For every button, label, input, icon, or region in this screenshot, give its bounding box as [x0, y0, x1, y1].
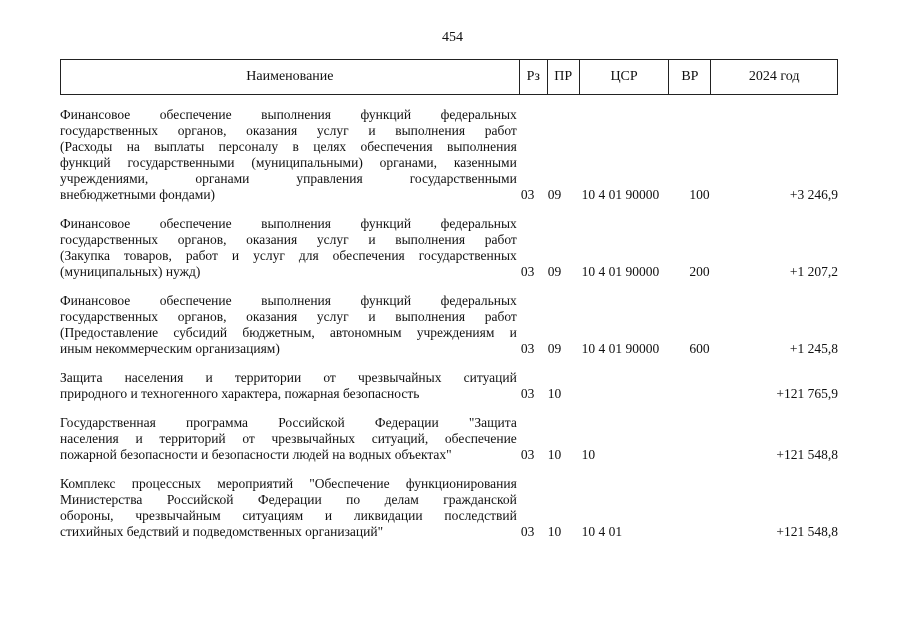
table-row [60, 415, 838, 463]
row-name-line: учреждениями, органами управления государственными [60, 171, 517, 186]
row-name-line: Финансовое обеспечение выполнения функций федеральных [60, 293, 517, 308]
table-row [60, 293, 838, 357]
row-name-line: внебюджетными фондами) [60, 187, 216, 202]
row-name-line: Финансовое обеспечение выполнения функций федеральных [60, 216, 517, 231]
table-row [60, 107, 838, 203]
row-name [60, 293, 517, 357]
row-name-line: пожарной безопасности и безопасности людей на водных объектах" [60, 447, 452, 462]
row-csr: 10 4 01 [581, 524, 623, 539]
row-amount: +3 246,9 [789, 187, 838, 202]
row-name-line: Министерства Российской Федерации по делам гражданской [60, 492, 517, 507]
row-name-line: иным некоммерческим организациям) [60, 341, 280, 356]
table-body [60, 107, 838, 553]
row-name [60, 107, 517, 203]
row-name [60, 476, 517, 540]
header-csr: ЦСР [580, 60, 670, 94]
row-amount: +1 207,2 [789, 264, 838, 279]
row-rz: 03 [520, 386, 535, 401]
row-pr: 10 [547, 447, 562, 462]
row-name [60, 216, 517, 280]
row-name-line: государственных органов, оказания услуг и выполнения работ [60, 309, 517, 324]
row-pr: 09 [547, 264, 562, 279]
row-csr: 10 [581, 447, 596, 462]
row-pr: 10 [547, 386, 562, 401]
header-vr: ВР [669, 60, 711, 94]
header-pr: ПР [548, 60, 580, 94]
row-name [60, 370, 517, 402]
row-vr: 200 [689, 264, 710, 279]
row-pr: 10 [547, 524, 562, 539]
row-name-line: (муниципальных) нужд) [60, 264, 201, 279]
row-name-line: Защита населения и территории от чрезвычайных ситуаций [60, 370, 517, 385]
row-csr: 10 4 01 90000 [581, 341, 660, 356]
row-name-line: населения и территорий от чрезвычайных ситуаций, обеспечение [60, 431, 517, 446]
row-amount: +121 548,8 [776, 447, 838, 462]
row-name-line: функций государственными (муниципальными) органами, казенными [60, 155, 517, 170]
row-csr: 10 4 01 90000 [581, 187, 660, 202]
row-amount: +1 245,8 [789, 341, 838, 356]
row-name-line: государственных органов, оказания услуг и выполнения работ [60, 123, 517, 138]
row-name-line: Государственная программа Российской Федерации "Защита [60, 415, 517, 430]
row-csr: 10 4 01 90000 [581, 264, 660, 279]
row-name-line: обороны, чрезвычайным ситуациям и ликвидации последствий [60, 508, 517, 523]
row-amount: +121 548,8 [776, 524, 838, 539]
row-name-line: стихийных бедствий и подведомственных организаций" [60, 524, 384, 539]
row-rz: 03 [520, 264, 535, 279]
header-name: Наименование [61, 60, 520, 94]
row-rz: 03 [520, 187, 535, 202]
table-header [60, 59, 838, 95]
row-name-line: Финансовое обеспечение выполнения функций федеральных [60, 107, 517, 122]
row-name-line: государственных органов, оказания услуг и выполнения работ [60, 232, 517, 247]
row-vr: 100 [689, 187, 710, 202]
row-rz: 03 [520, 447, 535, 462]
header-rz: Рз [520, 60, 548, 94]
page-number: 454 [442, 30, 463, 45]
table-row [60, 370, 838, 402]
row-name-line: (Расходы на выплаты персоналу в целях обеспечения выполнения [60, 139, 517, 154]
table-row [60, 216, 838, 280]
header-year: 2024 год [748, 69, 800, 84]
row-name-line: природного и техногенного характера, пожарная безопасность [60, 386, 420, 401]
row-name-line: (Закупка товаров, работ и услуг для обеспечения государственных [60, 248, 517, 263]
row-pr: 09 [547, 341, 562, 356]
row-name-line: Комплекс процессных мероприятий "Обеспечение функционирования [60, 476, 517, 491]
row-name-line: (Предоставление субсидий бюджетным, автономным учреждениям и [60, 325, 517, 340]
row-rz: 03 [520, 341, 535, 356]
row-amount: +121 765,9 [776, 386, 838, 401]
row-pr: 09 [547, 187, 562, 202]
row-vr: 600 [689, 341, 710, 356]
row-rz: 03 [520, 524, 535, 539]
row-name [60, 415, 517, 463]
table-row [60, 476, 838, 540]
